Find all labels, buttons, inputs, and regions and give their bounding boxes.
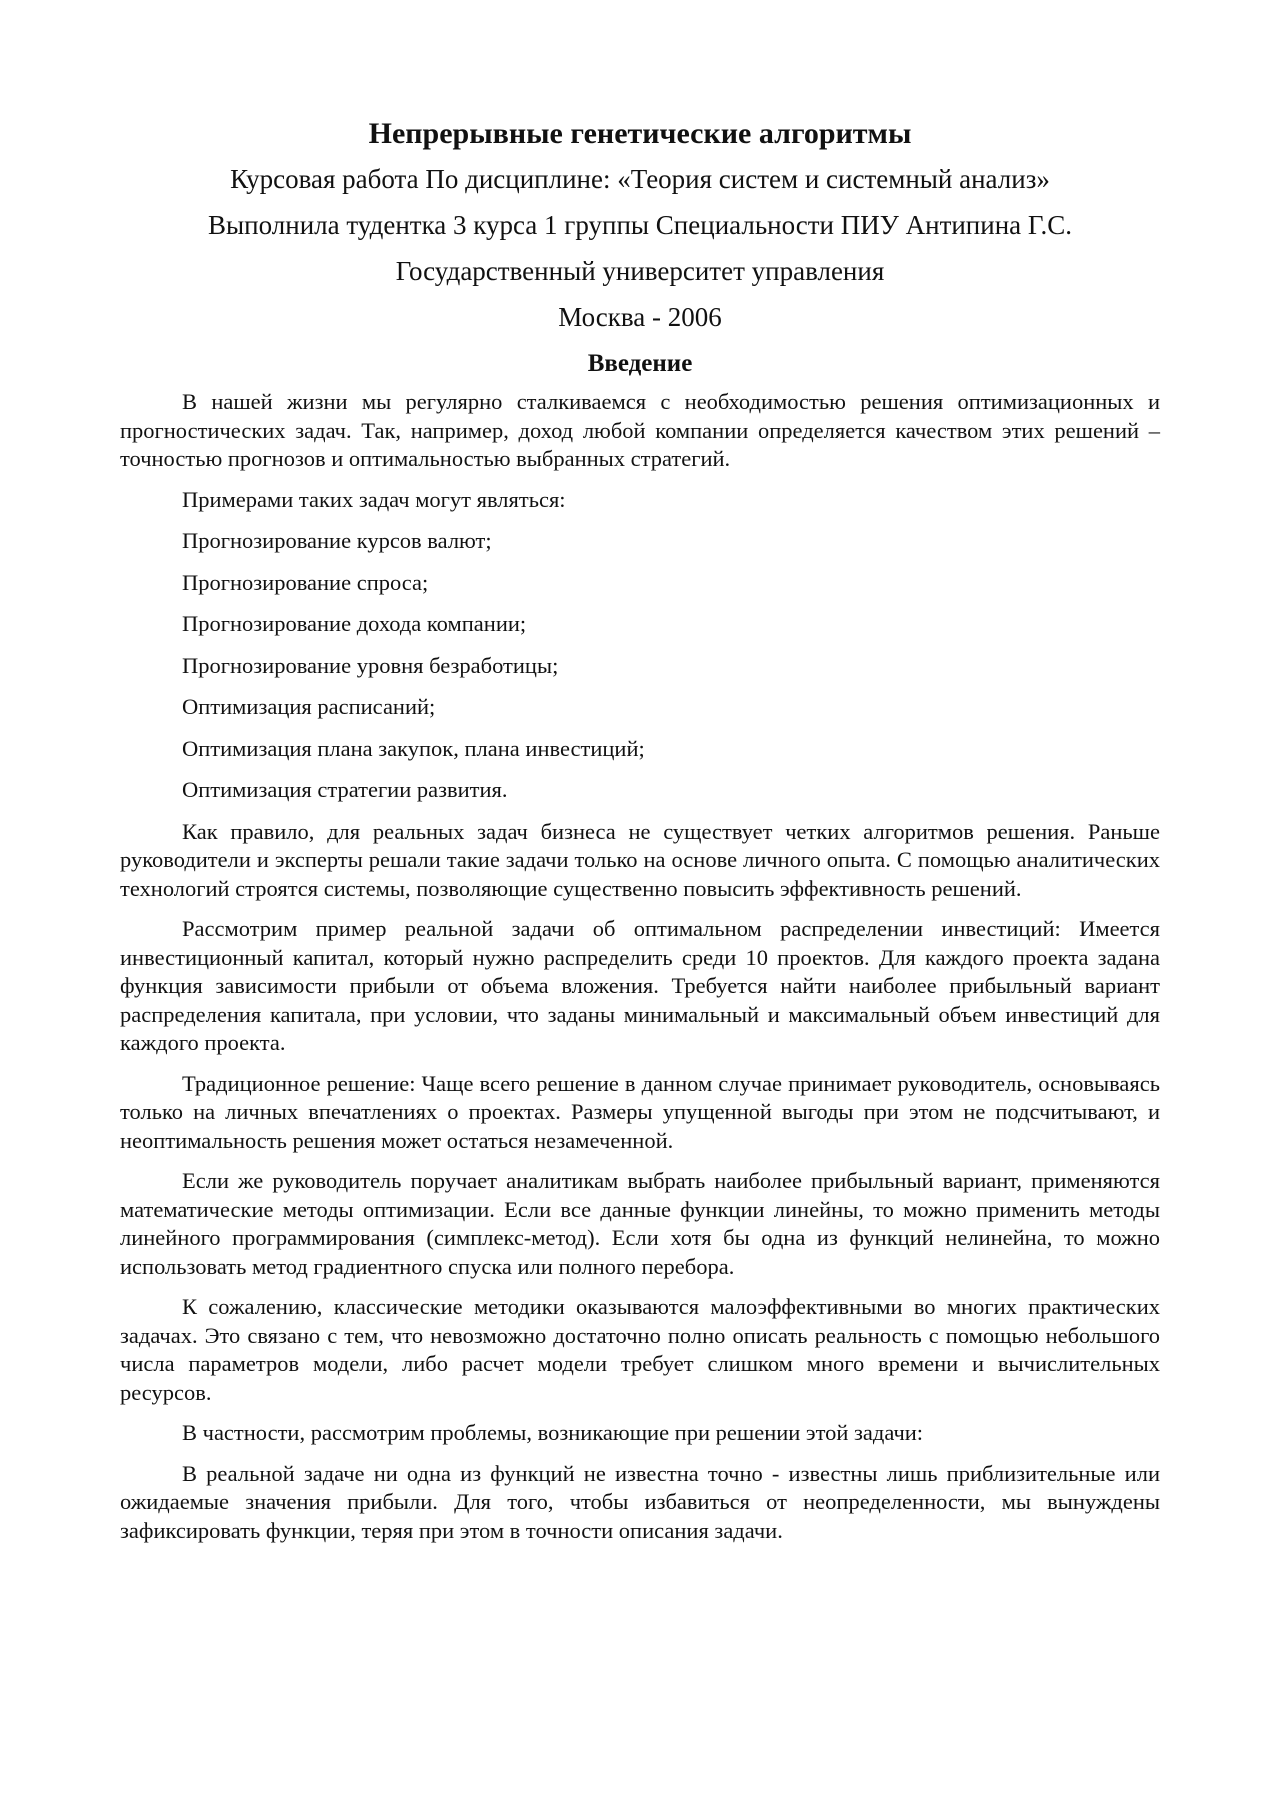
paragraph-classic-limitations: К сожалению, классические методики оказываются малоэффективными во многих практических задачах. Это связано с тем, что невозможно достаточно полно описать реальность с помощью небольшого числа параметров модели, либо расчет модели требует слишком много времени и вычислительных ресурсов. xyxy=(120,1294,1160,1405)
document-title: Непрерывные генетические алгоритмы xyxy=(368,117,912,150)
paragraph-uncertainty: В реальной задаче ни одна из функций не известна точно - известны лишь приблизительные или ожидаемые значения прибыли. Для того, чтобы избавиться от неопределенности, мы вынуждены зафиксировать функции, теряя при этом в точности описания задачи. xyxy=(120,1460,1160,1543)
paragraph-problems-lead: В частности, рассмотрим проблемы, возникающие при решении этой задачи: xyxy=(182,1420,924,1445)
intro-paragraph: В нашей жизни мы регулярно сталкиваемся с необходимостью решения оптимизационных и прогностических задач. Так, например, доход любой компании определяется качеством этих решений – точностью прогнозов и оптимальностью выбранных стратегий. xyxy=(120,389,1160,471)
examples-lead: Примерами таких задач могут являться: xyxy=(182,486,566,512)
page-content xyxy=(120,112,1160,1557)
list-item: Прогнозирование уровня безработицы; xyxy=(182,652,559,678)
list-item: Оптимизация стратегии развития. xyxy=(182,777,508,802)
list-item: Прогнозирование курсов валют; xyxy=(182,528,492,553)
university-line: Государственный университет управления xyxy=(395,256,885,286)
examples-list xyxy=(120,527,1160,805)
course-work-line: Курсовая работа По дисциплине: «Теория систем и системный анализ» xyxy=(230,164,1050,194)
list-item: Оптимизация плана закупок, плана инвестиций; xyxy=(182,735,645,761)
city-year-line: Москва - 2006 xyxy=(558,302,722,332)
section-heading-introduction: Введение xyxy=(587,350,693,377)
list-item: Прогнозирование дохода компании; xyxy=(182,611,527,636)
paragraph-traditional-solution: Традиционное решение: Чаще всего решение в данном случае принимает руководитель, основываясь только на личных впечатлениях о проектах. Размеры упущенной выгоды при этом не подсчитывают, и неоптимальность решения может остаться незамеченной. xyxy=(120,1070,1160,1153)
list-item: Оптимизация расписаний; xyxy=(182,694,436,719)
list-item: Прогнозирование спроса; xyxy=(182,569,429,595)
author-line: Выполнила тудентка 3 курса 1 группы Специальности ПИУ Антипина Г.С. xyxy=(208,210,1072,240)
paragraph-math-methods: Если же руководитель поручает аналитикам выбрать наиболее прибыльный вариант, применяются математические методы оптимизации. Если все данные функции линейны, то можно применить методы линейного программирования (симплекс-метод). Если хотя бы одна из функций нелинейна, то можно использовать метод градиентного спуска или полного перебора. xyxy=(120,1168,1160,1279)
paragraph-investment-example: Рассмотрим пример реальной задачи об оптимальном распределении инвестиций: Имеется инвестиционный капитал, который нужно распределить среди 10 проектов. Для каждого проекта задана функция зависимости прибыли от объема вложения. Требуется найти наиболее прибыльный вариант распределения капитала, при условии, что заданы минимальный и максимальный объем инвестиций для каждого проекта. xyxy=(120,916,1160,1055)
paragraph-business-tasks: Как правило, для реальных задач бизнеса не существует четких алгоритмов решения. Раньше руководители и эксперты решали такие задачи только на основе личного опыта. С помощью аналитических технологий строятся системы, позволяющие существенно повысить эффективность решений. xyxy=(120,818,1160,901)
